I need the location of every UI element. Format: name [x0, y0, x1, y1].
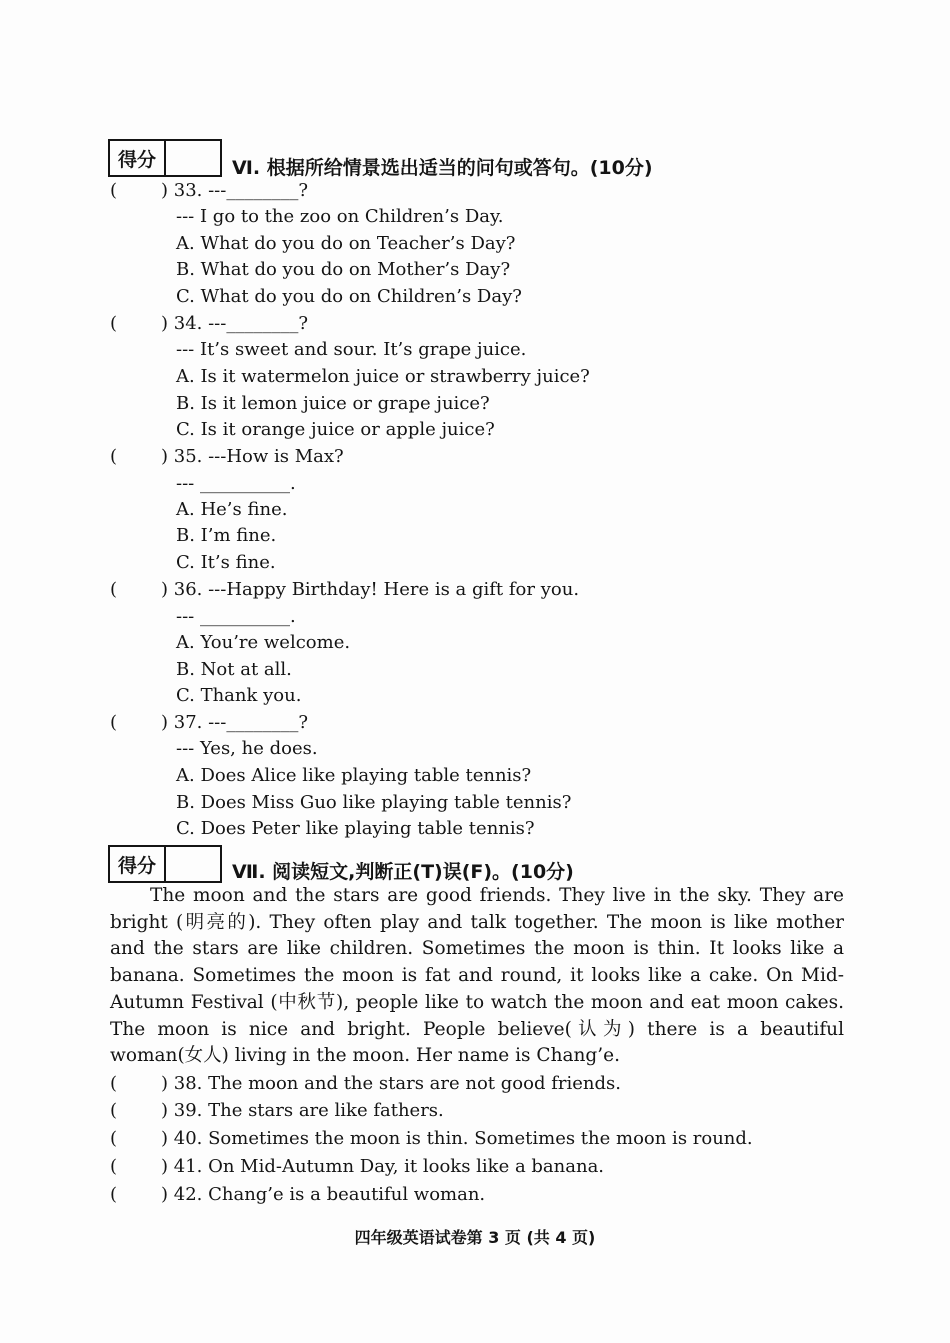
statement-38: ) 38. The moon and the stars are not good friends. — [161, 1073, 621, 1094]
question-37-option-a: A. Does Alice like playing table tennis? — [176, 765, 532, 786]
question-36-option-c: C. Thank you. — [176, 685, 302, 706]
question-37-response: --- Yes, he does. — [176, 738, 318, 759]
statement-39: ) 39. The stars are like fathers. — [161, 1100, 444, 1121]
score-blank[interactable] — [166, 847, 220, 881]
question-34: ) 34. ---________? — [161, 313, 308, 334]
score-box-section6 — [108, 139, 222, 177]
question-37: ) 37. ---________? — [161, 712, 308, 733]
question-36-option-b: B. Not at all. — [176, 659, 292, 680]
question-33-option-b: B. What do you do on Mother’s Day? — [176, 259, 511, 280]
question-34-response: --- It’s sweet and sour. It’s grape juice. — [176, 339, 527, 360]
score-label: 得分 — [110, 141, 166, 175]
question-34-option-c: C. Is it orange juice or apple juice? — [176, 419, 495, 440]
question-36-response: --- __________. — [176, 606, 296, 627]
answer-paren[interactable]: ( — [110, 180, 118, 201]
statement-41: ) 41. On Mid-Autumn Day, it looks like a banana. — [161, 1156, 605, 1177]
answer-paren[interactable]: ( — [110, 1128, 118, 1149]
score-label: 得分 — [110, 847, 166, 881]
question-33-option-c: C. What do you do on Children’s Day? — [176, 286, 522, 307]
question-35-option-b: B. I’m fine. — [176, 525, 277, 546]
score-box-section7 — [108, 845, 222, 883]
passage-text: The moon and the stars are good friends. They live in the sky. They are bright (明亮的). They often play and talk together. The moon is like mother and the stars are like children. Sometimes the moon is thin. It looks like a banana. Sometimes the moon is fat and round, it looks like a cake. On Mid-Autumn Festival (中秋节), people like to watch the moon and eat moon cakes. The moon is nice and bright. People believe(认为) there is a beautiful woman(女人) living in the moon. Her name is Chang’e. — [110, 885, 844, 1067]
question-35-option-c: C. It’s fine. — [176, 552, 276, 573]
question-34-option-b: B. Is it lemon juice or grape juice? — [176, 393, 490, 414]
answer-paren[interactable]: ( — [110, 712, 118, 733]
question-34-option-a: A. Is it watermelon juice or strawberry juice? — [176, 366, 590, 387]
question-37-option-c: C. Does Peter like playing table tennis? — [176, 818, 535, 839]
question-33-option-a: A. What do you do on Teacher’s Day? — [176, 233, 516, 254]
section7-heading: Ⅶ. 阅读短文,判断正(T)误(F)。(10分) — [232, 861, 574, 883]
answer-paren[interactable]: ( — [110, 1156, 118, 1177]
page-footer: 四年级英语试卷第 3 页 (共 4 页) — [354, 1228, 596, 1247]
question-35-response: --- __________. — [176, 473, 296, 494]
question-36-option-a: A. You’re welcome. — [176, 632, 351, 653]
answer-paren[interactable]: ( — [110, 313, 118, 334]
question-37-option-b: B. Does Miss Guo like playing table tennis? — [176, 792, 572, 813]
answer-paren[interactable]: ( — [110, 1100, 118, 1121]
section6-heading: Ⅵ. 根据所给情景选出适当的问句或答句。(10分) — [232, 157, 653, 179]
answer-paren[interactable]: ( — [110, 446, 118, 467]
statement-42: ) 42. Chang’e is a beautiful woman. — [161, 1184, 486, 1205]
question-35: ) 35. ---How is Max? — [161, 446, 344, 467]
answer-paren[interactable]: ( — [110, 579, 118, 600]
question-33: ) 33. ---________? — [161, 180, 308, 201]
question-33-response: --- I go to the zoo on Children’s Day. — [176, 206, 504, 227]
reading-passage — [110, 883, 844, 1070]
answer-paren[interactable]: ( — [110, 1073, 118, 1094]
score-blank[interactable] — [166, 141, 220, 175]
question-35-option-a: A. He’s fine. — [176, 499, 288, 520]
question-36: ) 36. ---Happy Birthday! Here is a gift for you. — [161, 579, 580, 600]
statement-40: ) 40. Sometimes the moon is thin. Sometimes the moon is round. — [161, 1128, 753, 1149]
answer-paren[interactable]: ( — [110, 1184, 118, 1205]
